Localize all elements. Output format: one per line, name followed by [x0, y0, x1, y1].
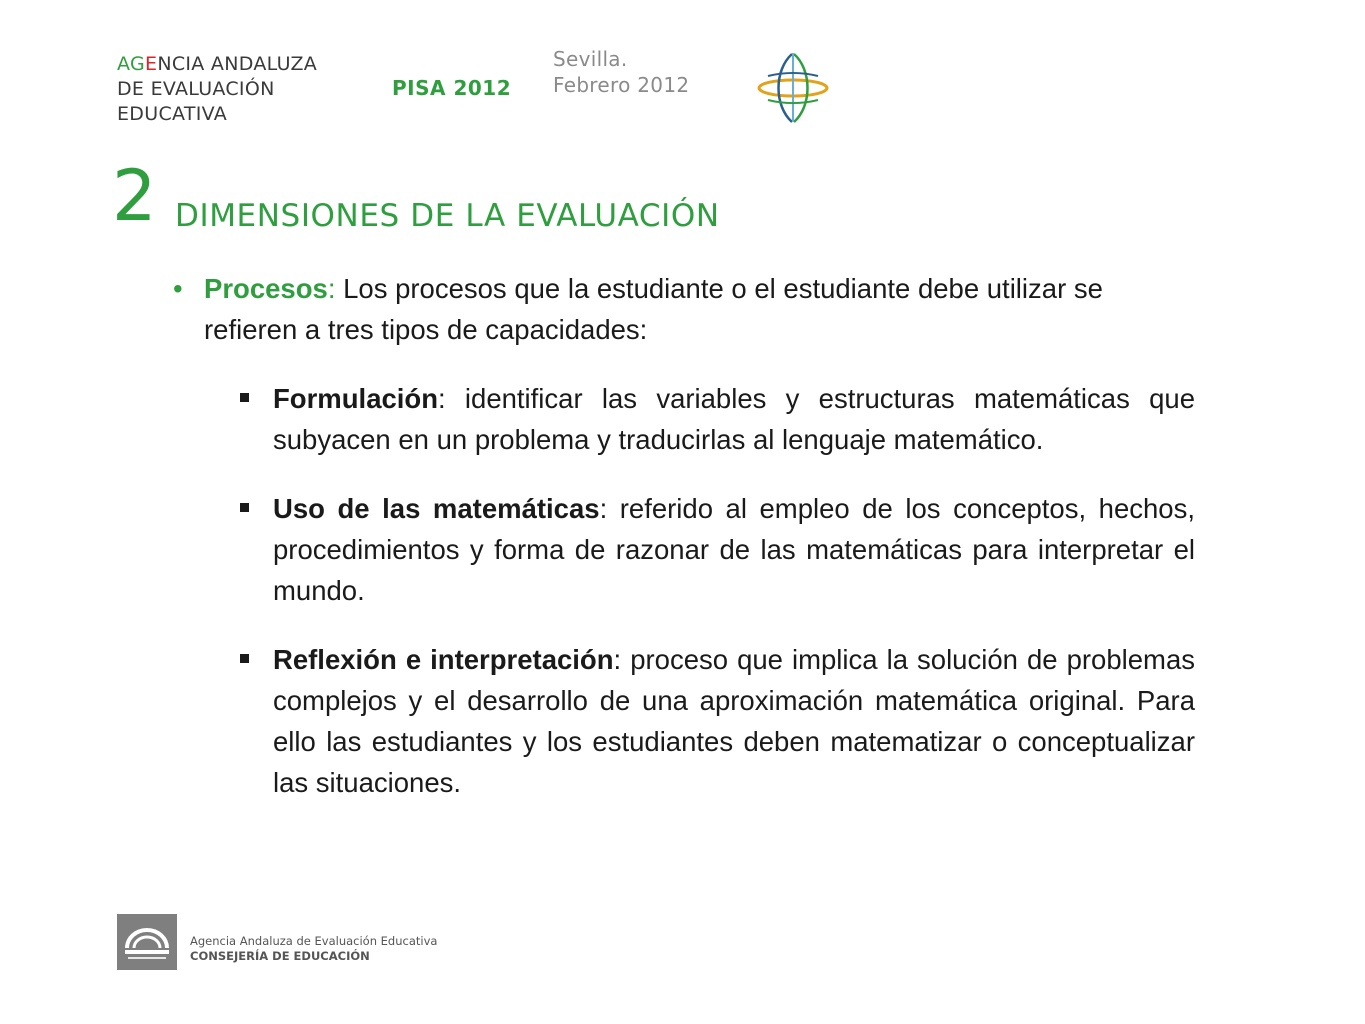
- agency-name: [117, 52, 377, 127]
- procesos-term: Procesos: [204, 273, 328, 304]
- agency-letter-e: E: [145, 53, 158, 75]
- agency-letter-g: G: [129, 53, 145, 75]
- process-term: Uso de las matemáticas: [273, 493, 600, 524]
- footer-institution: [190, 934, 437, 964]
- place-date: [553, 46, 689, 98]
- process-text: : referido al empleo de los conceptos, hechos, procedimientos y forma de razonar de las matemáticas para interpretar el mundo.: [273, 493, 1195, 606]
- procesos-text: Los procesos que la estudiante o el estudiante debe utilizar se refieren a tres tipos de capacidades:: [204, 273, 1103, 345]
- process-item-reflexion: [273, 639, 1195, 803]
- process-item-formulacion: [273, 378, 1195, 460]
- agency-line-1-rest: NCIA ANDALUZA: [157, 53, 318, 75]
- junta-andalucia-emblem-icon: [117, 914, 177, 970]
- square-bullet-icon: [240, 393, 249, 402]
- pisa-label: PISA 2012: [392, 76, 512, 100]
- procesos-bullet: [170, 268, 1195, 350]
- process-text: : identificar las variables y estructuras matemáticas que subyacen en un problema y traducirlas al lenguaje matemático.: [273, 383, 1195, 455]
- agency-line-2: DE EVALUACIÓN: [117, 78, 275, 100]
- square-bullet-icon: [240, 654, 249, 663]
- city-label: Sevilla.: [553, 47, 628, 71]
- process-term: Formulación: [273, 383, 439, 414]
- date-label: Febrero 2012: [553, 73, 690, 97]
- bullet-icon: •: [173, 273, 183, 304]
- process-item-uso: [273, 488, 1195, 611]
- footer-agency-label: Agencia Andaluza de Evaluación Educativa: [190, 934, 438, 948]
- process-term: Reflexión e interpretación: [273, 644, 614, 675]
- section-title: DIMENSIONES DE LA EVALUACIÓN: [175, 198, 720, 234]
- agency-line-1: [117, 52, 377, 77]
- square-bullet-icon: [240, 503, 249, 512]
- agency-letter-a: A: [117, 53, 130, 75]
- section-number: 2: [112, 155, 157, 237]
- footer-consejeria-label: CONSEJERÍA DE EDUCACIÓN: [190, 949, 370, 963]
- procesos-colon: :: [327, 273, 336, 304]
- slide-content: [170, 268, 1195, 803]
- process-text: : proceso que implica la solución de problemas complejos y el desarrollo de una aproximación matemática original. Para ello las estudiantes y los estudiantes deben matematizar o conceptualizar las situaciones.: [273, 644, 1195, 798]
- pisa-globe-icon: [756, 50, 830, 124]
- agency-line-3: EDUCATIVA: [117, 103, 228, 125]
